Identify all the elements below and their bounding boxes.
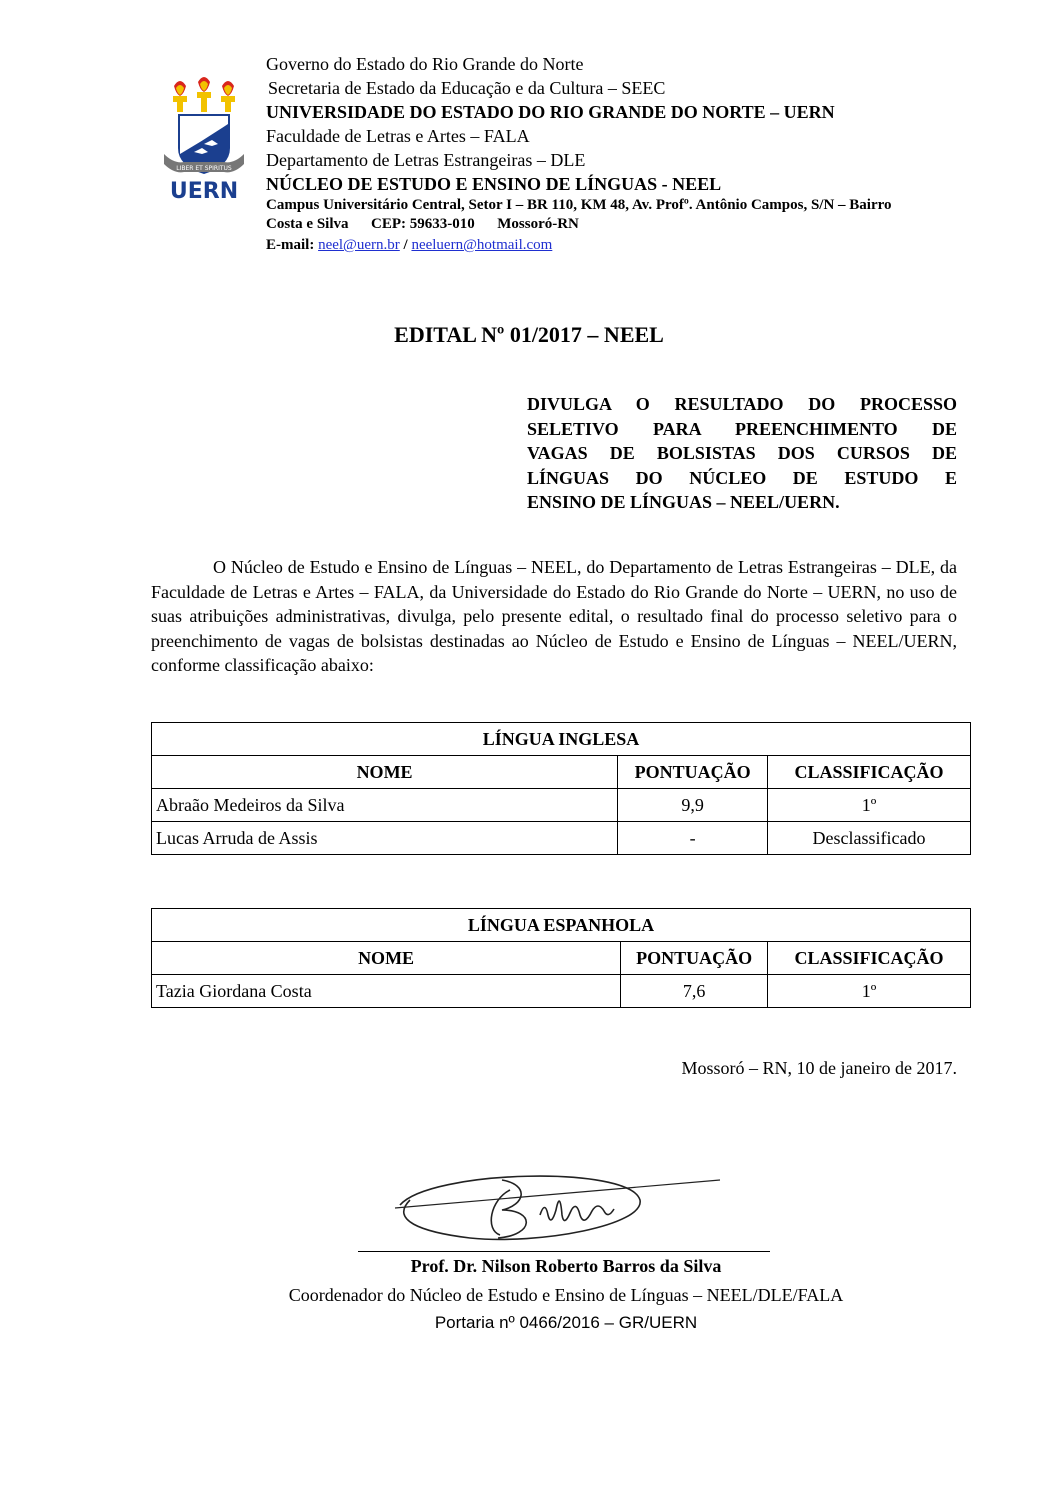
email-link-hotmail[interactable]: neeluern@hotmail.com — [411, 237, 553, 253]
header-address-1: Campus Universitário Central, Setor I – BR 110, KM 48, Av. Profº. Antônio Campos, S/N – Bairro — [266, 197, 892, 213]
table-title: LÍNGUA INGLESA — [152, 723, 971, 756]
signatory-role: Coordenador do Núcleo de Estudo e Ensino de Línguas – NEEL/DLE/FALA — [288, 1285, 844, 1305]
torch-icon — [173, 81, 187, 112]
col-header-rank: CLASSIFICAÇÃO — [768, 756, 971, 789]
date-place: Mossoró – RN, 10 de janeiro de 2017. — [681, 1058, 957, 1078]
logo-motto: LIBER ET SPIRITUS — [176, 165, 232, 172]
results-table-english — [151, 722, 971, 855]
cell-score: - — [618, 822, 768, 855]
cell-name: Lucas Arruda de Assis — [152, 822, 618, 855]
ementa-line: SELETIVO PARA PREENCHIMENTO DE — [527, 418, 957, 439]
uern-logo — [160, 74, 248, 204]
header-email — [266, 234, 892, 256]
signature-line — [358, 1251, 770, 1252]
header-line-university: UNIVERSIDADE DO ESTADO DO RIO GRANDE DO NORTE – UERN — [266, 102, 835, 122]
handwritten-signature — [390, 1160, 730, 1255]
letterhead — [266, 52, 892, 256]
col-header-name: NOME — [152, 942, 621, 975]
ementa — [527, 392, 957, 515]
torch-icon — [221, 81, 235, 112]
logo-wordmark: UERN — [169, 179, 239, 204]
email-label: E-mail: — [266, 237, 315, 253]
cell-score: 9,9 — [618, 789, 768, 822]
col-header-score: PONTUAÇÃO — [621, 942, 768, 975]
table-row — [152, 975, 971, 1008]
table-title: LÍNGUA ESPANHOLA — [152, 909, 971, 942]
results-table-spanish — [151, 908, 971, 1008]
ementa-line: VAGAS DE BOLSISTAS DOS CURSOS DE — [527, 443, 957, 463]
header-address-2: Costa e Silva CEP: 59633-010 Mossoró-RN — [266, 216, 579, 232]
header-line-faculty: Faculdade de Letras e Artes – FALA — [266, 126, 530, 146]
ementa-line: LÍNGUAS DO NÚCLEO DE ESTUDO E — [527, 467, 957, 488]
table-row — [152, 822, 971, 855]
signatory-portaria: Portaria nº 0466/2016 – GR/UERN — [434, 1313, 698, 1332]
header-line-nucleus: NÚCLEO DE ESTUDO E ENSINO DE LÍNGUAS - NEEL — [266, 174, 722, 194]
ementa-line: DIVULGA O RESULTADO DO PROCESSO — [527, 394, 957, 414]
cell-rank: Desclassificado — [768, 822, 971, 855]
header-line-secretariat: Secretaria de Estado da Educação e da Cultura – SEEC — [268, 78, 666, 98]
email-separator: / — [399, 237, 412, 253]
body-text: O Núcleo de Estudo e Ensino de Línguas – NEEL, do Departamento de Letras Estrangeiras – DLE, da Faculdade de Letras e Artes – FALA, da Universidade do Estado do Rio Grande do Norte – UERN, no uso de suas atribuições administrativas, divulga, pelo presente edital, o resultado final do processo seletivo para o preenchimento de vagas de bolsistas destinadas ao Núcleo de Estudo e Ensino de Línguas – NEEL/UERN, conforme classificação abaixo: — [151, 557, 957, 675]
header-line-department: Departamento de Letras Estrangeiras – DLE — [266, 150, 586, 170]
cell-name: Tazia Giordana Costa — [152, 975, 621, 1008]
email-link-uern[interactable]: neel@uern.br — [318, 237, 400, 253]
signatory-name: Prof. Dr. Nilson Roberto Barros da Silva — [410, 1256, 722, 1276]
ementa-line: ENSINO DE LÍNGUAS – NEEL/UERN. — [527, 492, 840, 512]
col-header-name: NOME — [152, 756, 618, 789]
col-header-score: PONTUAÇÃO — [618, 756, 768, 789]
cell-rank: 1º — [768, 975, 971, 1008]
cell-name: Abraão Medeiros da Silva — [152, 789, 618, 822]
torch-icon — [197, 77, 211, 112]
table-row — [152, 789, 971, 822]
document-title: EDITAL Nº 01/2017 – NEEL — [394, 322, 664, 347]
col-header-rank: CLASSIFICAÇÃO — [768, 942, 971, 975]
cell-score: 7,6 — [621, 975, 768, 1008]
header-line-government: Governo do Estado do Rio Grande do Norte — [266, 54, 584, 74]
body-paragraph — [151, 555, 957, 678]
cell-rank: 1º — [768, 789, 971, 822]
